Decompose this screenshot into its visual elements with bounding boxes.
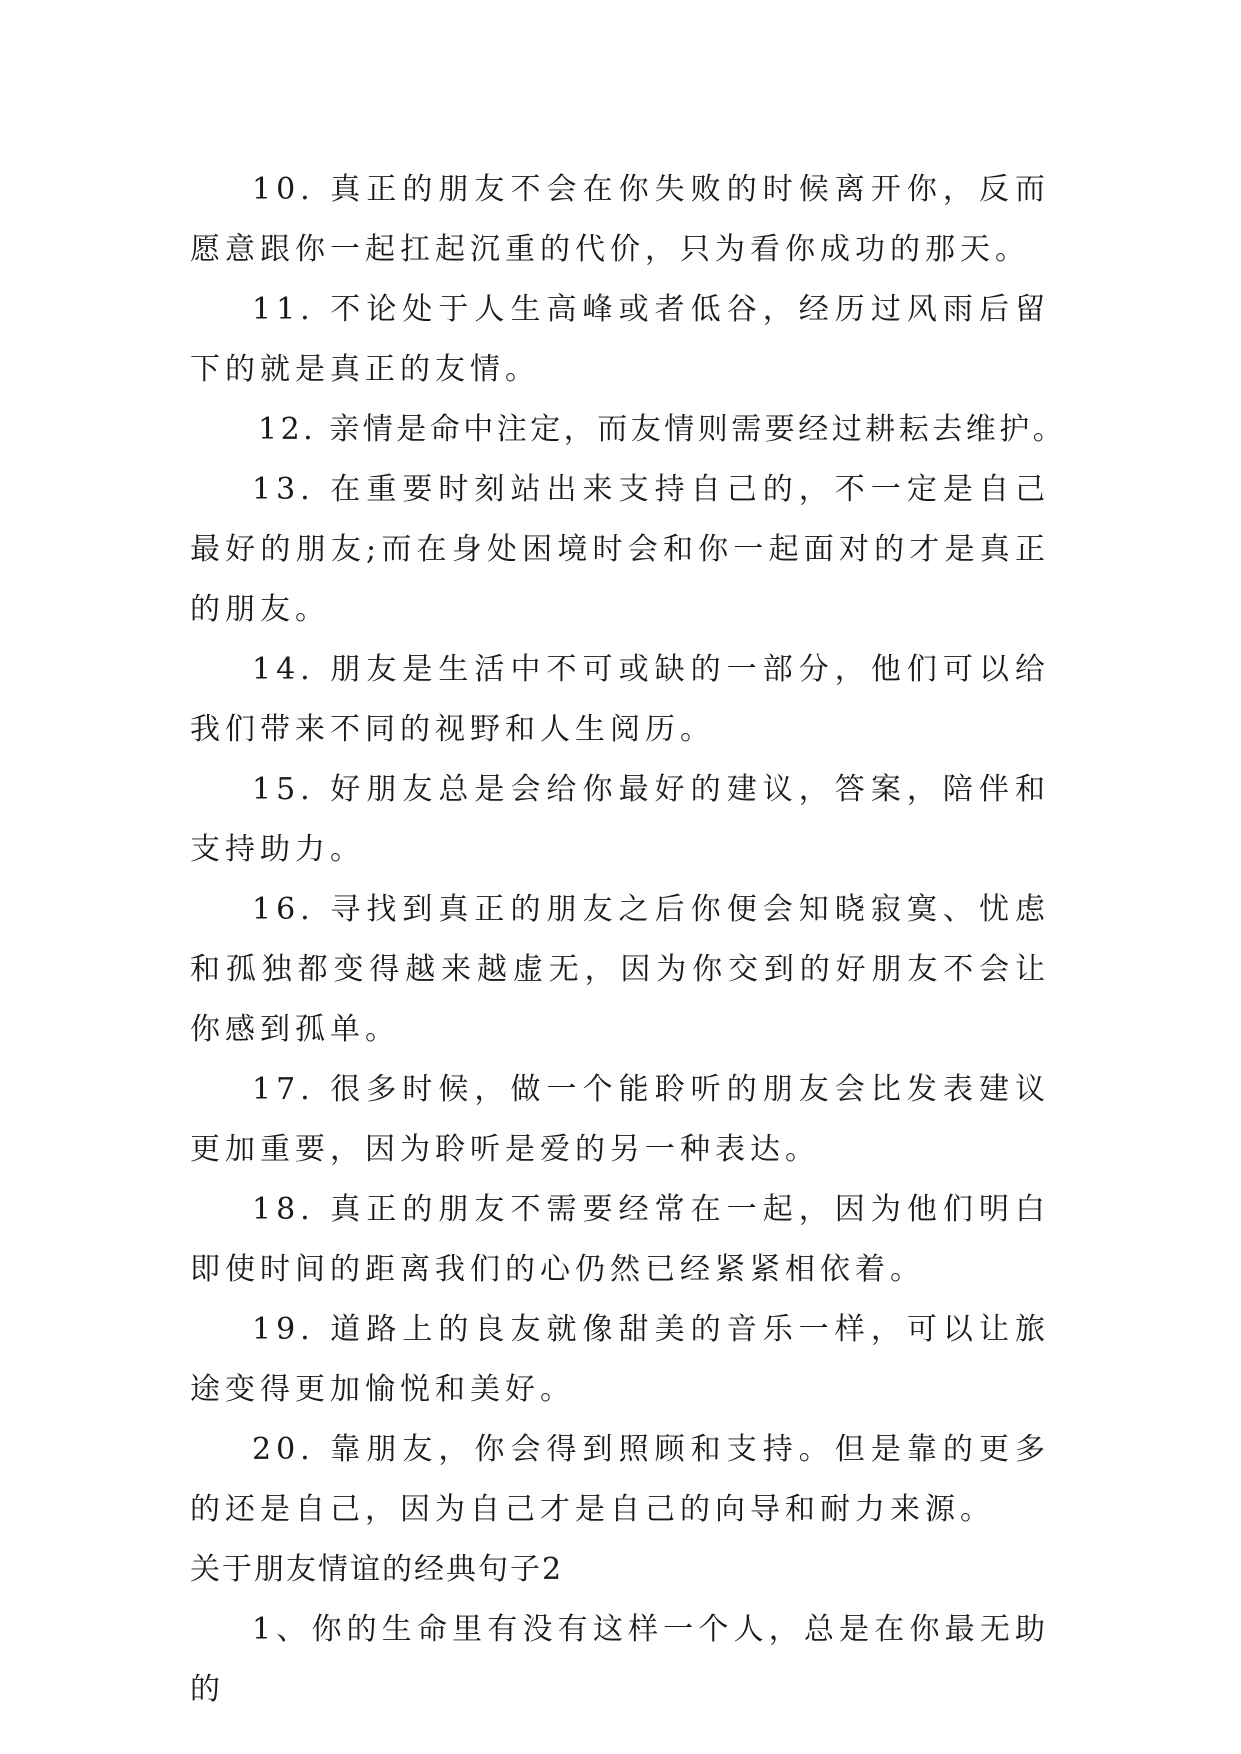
paragraph-14: 14. 朋友是生活中不可或缺的一部分，他们可以给我们带来不同的视野和人生阅历。	[190, 652, 1050, 747]
paragraph-19: 19. 道路上的良友就像甜美的音乐一样，可以让旅途变得更加愉悦和美好。	[190, 1312, 1050, 1407]
paragraph-20: 20. 靠朋友，你会得到照顾和支持。但是靠的更多的还是自己，因为自己才是自己的向导和耐力来源。	[190, 1432, 1050, 1527]
paragraph-13: 13. 在重要时刻站出来支持自己的，不一定是自己最好的朋友;而在身处困境时会和你一起面对的才是真正的朋友。	[190, 472, 1050, 627]
section-heading: 关于朋友情谊的经典句子2	[190, 1552, 564, 1587]
paragraph-next: 1、你的生命里有没有这样一个人，总是在你最无助的	[190, 1612, 1050, 1707]
paragraph-10: 10. 真正的朋友不会在你失败的时候离开你，反而愿意跟你一起扛起沉重的代价，只为看你成功的那天。	[190, 172, 1050, 267]
paragraph-18: 18. 真正的朋友不需要经常在一起，因为他们明白即使时间的距离我们的心仍然已经紧紧相依着。	[190, 1192, 1050, 1287]
paragraph-16: 16. 寻找到真正的朋友之后你便会知晓寂寞、忧虑和孤独都变得越来越虚无，因为你交到的好朋友不会让你感到孤单。	[190, 892, 1050, 1047]
document-page	[190, 160, 1067, 1720]
paragraph-12: 12. 亲情是命中注定，而友情则需要经过耕耘去维护。	[258, 412, 1067, 447]
paragraph-17: 17. 很多时候，做一个能聆听的朋友会比发表建议更加重要，因为聆听是爱的另一种表达。	[190, 1072, 1050, 1167]
paragraph-11: 11. 不论处于人生高峰或者低谷，经历过风雨后留下的就是真正的友情。	[190, 292, 1050, 387]
paragraph-15: 15. 好朋友总是会给你最好的建议，答案，陪伴和支持助力。	[190, 772, 1050, 867]
